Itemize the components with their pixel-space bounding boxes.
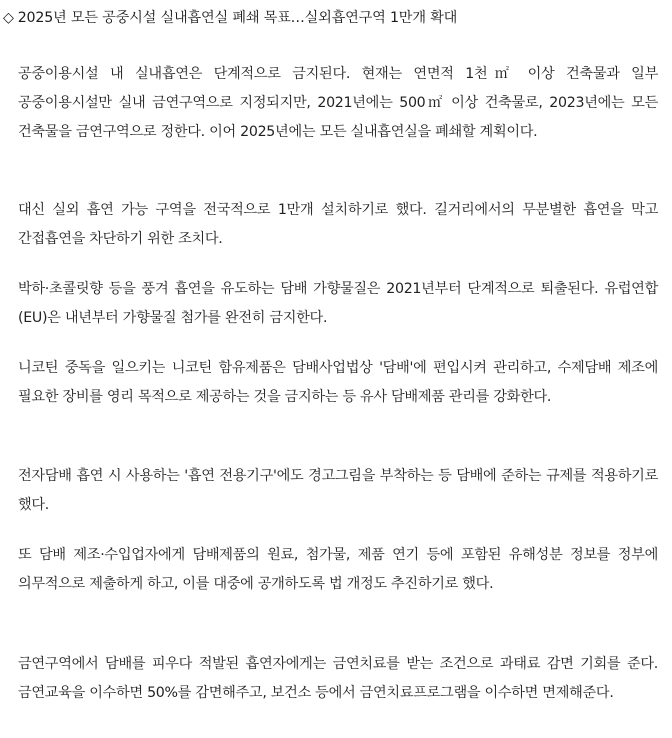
headline-text: 2025년 모든 공중시설 실내흡연실 폐쇄 목표…실외흡연구역 1만개 확대 xyxy=(17,10,458,26)
paragraph-outdoor-smoking-areas: 대신 실외 흡연 가능 구역을 전국적으로 1만개 설치하기로 했다. 길거리에서의 무분별한 흡연을 막고 간접흡연을 차단하기 위한 조치다. xyxy=(18,202,658,247)
paragraph-e-cigarette-devices: 전자담배 흡연 시 사용하는 '흡연 전용기구'에도 경고그림을 부착하는 등 담배에 준하는 규제를 적용하기로 했다. xyxy=(18,468,658,513)
article-headline xyxy=(3,7,669,29)
paragraph-flavoring-ban: 박하·초콜릿향 등을 풍겨 흡연을 유도하는 담배 가향물질은 2021년부터 단계적으로 퇴출된다. 유럽연합(EU)은 내년부터 가향물질 첨가를 완전히 금지한다. xyxy=(18,281,658,326)
diamond-icon: ◇ xyxy=(3,10,14,26)
paragraph-nicotine-products: 니코틴 중독을 일으키는 니코틴 함유제품은 담배사업법상 '담배'에 편입시켜 관리하고, 수제담배 제조에 필요한 장비를 영리 목적으로 제공하는 것을 금지하는 등 유사 담배제품 관리를 강화한다. xyxy=(18,360,658,405)
paragraph-ingredient-disclosure: 또 담배 제조·수입업자에게 담배제품의 원료, 첨가물, 제품 연기 등에 포함된 유해성분 정보를 정부에 의무적으로 제출하게 하고, 이를 대중에 공개하도록 법 개정도 추진하기로 했다. xyxy=(18,547,658,592)
paragraph-fine-reduction: 금연구역에서 담배를 피우다 적발된 흡연자에게는 금연치료를 받는 조건으로 과태료 감면 기회를 준다. 금연교육을 이수하면 50%를 감면해주고, 보건소 등에서 금연치료프로그램을 이수하면 면제해준다. xyxy=(18,656,658,701)
paragraph-indoor-smoking-ban: 공중이용시설 내 실내흡연은 단계적으로 금지된다. 현재는 연면적 1천㎡ 이상 건축물과 일부 공중이용시설만 실내 금연구역으로 지정되지만, 2021년에는 500㎡ 이상 건축물로, 2023년에는 모든 건축물을 금연구역으로 정한다. 이어 2025년에는 모든 실내흡연실을 폐쇄할 계획이다. xyxy=(18,66,658,140)
